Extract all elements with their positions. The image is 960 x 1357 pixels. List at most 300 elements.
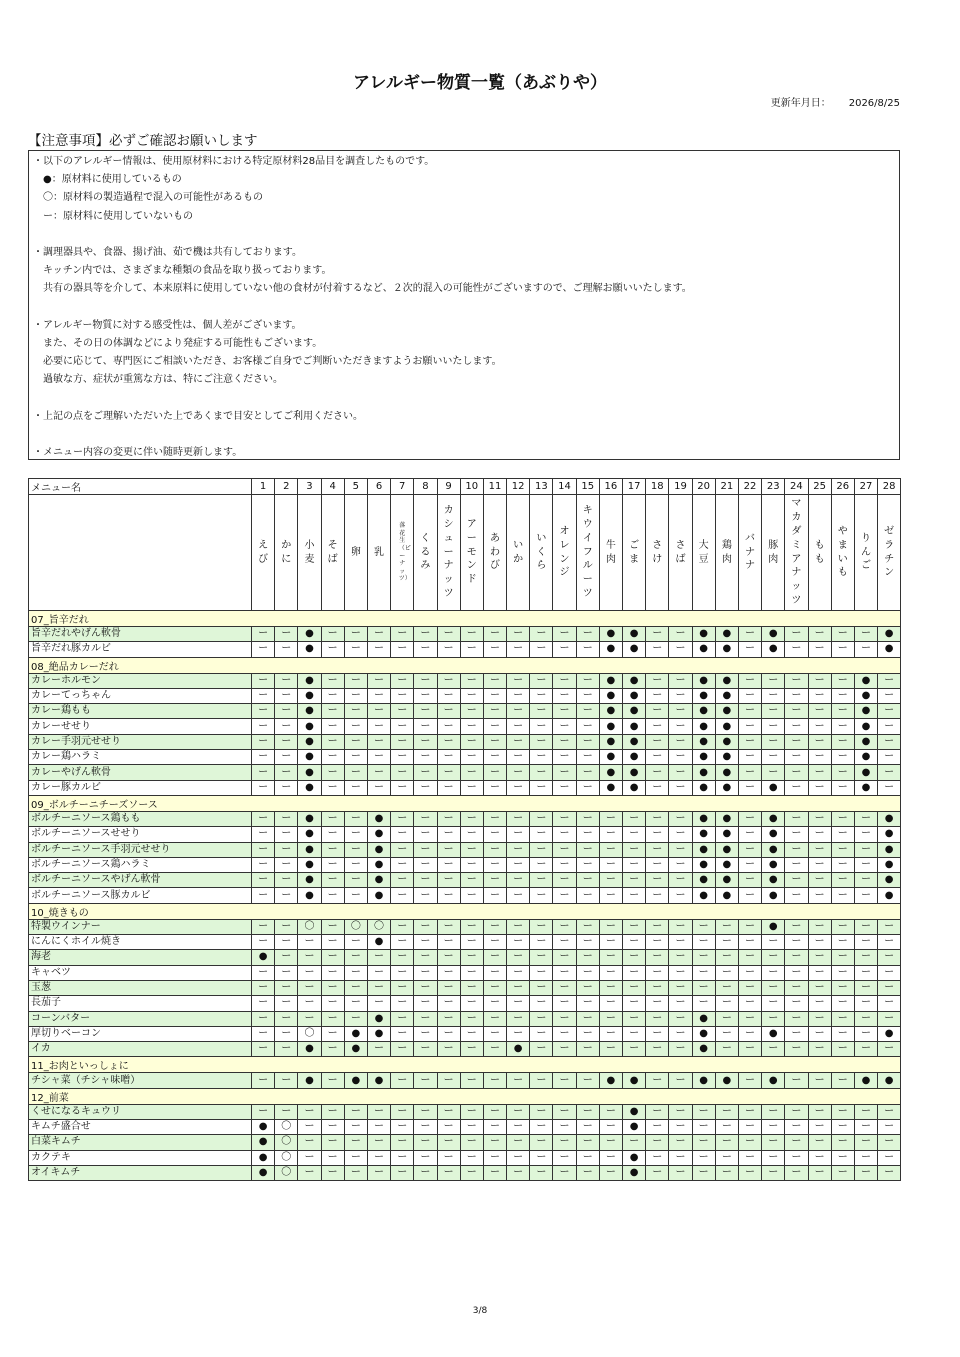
mark-none: ー (878, 765, 901, 780)
mark-none: ー (623, 873, 646, 888)
mark-used: ● (762, 919, 785, 934)
mark-none: ー (321, 980, 344, 995)
table-row (29, 750, 901, 765)
mark-none: ー (298, 980, 321, 995)
mark-none: ー (530, 1165, 553, 1180)
table-row (29, 996, 901, 1011)
mark-none: ー (252, 734, 275, 749)
allergen-name-text: やまいも (837, 525, 848, 579)
mark-none: ー (321, 1135, 344, 1150)
allergen-number: 8 (414, 479, 437, 495)
mark-none: ー (391, 1073, 414, 1088)
mark-used: ● (367, 1073, 390, 1088)
mark-none: ー (298, 1104, 321, 1119)
mark-none: ー (507, 734, 530, 749)
update-date-value: 2026/8/25 (848, 98, 900, 109)
mark-none: ー (576, 827, 599, 842)
table-row (29, 1073, 901, 1088)
mark-used: ● (715, 642, 738, 657)
table-row (29, 719, 901, 734)
mark-none: ー (576, 919, 599, 934)
mark-none: ー (321, 873, 344, 888)
mark-used: ● (692, 750, 715, 765)
allergen-name (275, 495, 298, 611)
mark-none: ー (344, 765, 367, 780)
mark-used: ● (298, 888, 321, 903)
mark-none: ー (854, 811, 877, 826)
mark-none: ー (831, 704, 854, 719)
mark-none: ー (483, 1120, 506, 1135)
mark-none: ー (483, 965, 506, 980)
mark-none: ー (367, 1150, 390, 1165)
allergen-name (460, 495, 483, 611)
mark-none: ー (808, 811, 831, 826)
allergen-number: 6 (367, 479, 390, 495)
mark-none: ー (599, 1120, 622, 1135)
mark-none: ー (391, 627, 414, 642)
mark-none: ー (808, 1135, 831, 1150)
mark-none: ー (344, 935, 367, 950)
mark-none: ー (437, 1042, 460, 1057)
mark-none: ー (669, 765, 692, 780)
mark-none: ー (344, 1150, 367, 1165)
mark-none: ー (831, 996, 854, 1011)
mark-none: ー (530, 827, 553, 842)
mark-used: ● (878, 627, 901, 642)
mark-none: ー (808, 719, 831, 734)
mark-none: ー (623, 950, 646, 965)
mark-none: ー (321, 688, 344, 703)
mark-none: ー (669, 965, 692, 980)
mark-used: ● (298, 827, 321, 842)
mark-none: ー (460, 1104, 483, 1119)
mark-none: ー (576, 642, 599, 657)
mark-none: ー (530, 765, 553, 780)
allergen-number: 1 (252, 479, 275, 495)
mark-none: ー (483, 827, 506, 842)
mark-none: ー (460, 719, 483, 734)
mark-none: ー (252, 935, 275, 950)
mark-none: ー (553, 1120, 576, 1135)
mark-none: ー (391, 842, 414, 857)
table-row (29, 827, 901, 842)
mark-none: ー (831, 734, 854, 749)
mark-none: ー (414, 1026, 437, 1041)
mark-none: ー (623, 919, 646, 934)
mark-none: ー (252, 704, 275, 719)
mark-none: ー (275, 642, 298, 657)
mark-none: ー (275, 873, 298, 888)
mark-none: ー (553, 750, 576, 765)
mark-used: ● (878, 873, 901, 888)
mark-none: ー (391, 765, 414, 780)
mark-none: ー (553, 888, 576, 903)
mark-none: ー (507, 642, 530, 657)
mark-used: ● (762, 1026, 785, 1041)
mark-none: ー (553, 950, 576, 965)
mark-none: ー (878, 1104, 901, 1119)
mark-used: ● (623, 1120, 646, 1135)
mark-none: ー (530, 1150, 553, 1165)
mark-used: ● (715, 842, 738, 857)
mark-none: ー (808, 919, 831, 934)
mark-none: ー (321, 1026, 344, 1041)
mark-none: ー (623, 842, 646, 857)
mark-used: ● (692, 673, 715, 688)
mark-none: ー (762, 1165, 785, 1180)
allergen-name (252, 495, 275, 611)
mark-none: ー (367, 673, 390, 688)
mark-none: ー (808, 996, 831, 1011)
mark-none: ー (483, 734, 506, 749)
mark-none: ー (483, 1073, 506, 1088)
menu-name: キャベツ (29, 965, 252, 980)
mark-none: ー (599, 1135, 622, 1150)
mark-none: ー (391, 688, 414, 703)
mark-none: ー (599, 996, 622, 1011)
mark-none: ー (715, 1120, 738, 1135)
mark-none: ー (437, 1011, 460, 1026)
mark-none: ー (530, 965, 553, 980)
mark-none: ー (553, 642, 576, 657)
mark-none: ー (507, 1165, 530, 1180)
mark-none: ー (298, 1150, 321, 1165)
allergen-number: 20 (692, 479, 715, 495)
mark-used: ● (715, 704, 738, 719)
notes-line: 過敏な方、症状が重篤な方は、特にご注意ください。 (33, 374, 283, 386)
mark-none: ー (854, 1042, 877, 1057)
mark-none: ー (831, 1135, 854, 1150)
mark-none: ー (530, 780, 553, 795)
mark-none: ー (252, 1104, 275, 1119)
mark-none: ー (854, 827, 877, 842)
mark-none: ー (785, 1165, 808, 1180)
mark-none: ー (599, 857, 622, 872)
mark-used: ● (298, 842, 321, 857)
mark-none: ー (646, 1042, 669, 1057)
mark-none: ー (530, 734, 553, 749)
mark-none: ー (785, 627, 808, 642)
menu-name: カレー鶏もも (29, 704, 252, 719)
mark-none: ー (785, 965, 808, 980)
mark-none: ー (414, 950, 437, 965)
mark-used: ● (878, 842, 901, 857)
mark-used: ● (298, 811, 321, 826)
mark-none: ー (321, 765, 344, 780)
mark-none: ー (599, 842, 622, 857)
mark-used: ● (599, 734, 622, 749)
menu-name: ボルチーニソース手羽元せせり (29, 842, 252, 857)
mark-none: ー (344, 1104, 367, 1119)
mark-none: ー (507, 888, 530, 903)
notes-line: ●：原材料に使用しているもの (33, 174, 182, 186)
mark-none: ー (646, 827, 669, 842)
mark-none: ー (367, 950, 390, 965)
allergen-number: 19 (669, 479, 692, 495)
mark-none: ー (483, 765, 506, 780)
mark-none: ー (460, 1150, 483, 1165)
mark-none: ー (530, 1026, 553, 1041)
table-row (29, 1165, 901, 1180)
mark-none: ー (507, 811, 530, 826)
mark-none: ー (507, 950, 530, 965)
mark-none: ー (878, 780, 901, 795)
mark-none: ー (692, 1104, 715, 1119)
mark-none: ー (646, 811, 669, 826)
notes-line (33, 299, 895, 317)
mark-none: ー (762, 980, 785, 995)
mark-none: ー (275, 704, 298, 719)
mark-none: ー (692, 919, 715, 934)
mark-none: ー (854, 1026, 877, 1041)
mark-none: ー (298, 1011, 321, 1026)
mark-none: ー (669, 642, 692, 657)
allergen-name (738, 495, 761, 611)
mark-none: ー (785, 688, 808, 703)
mark-used: ● (878, 1026, 901, 1041)
mark-none: ー (344, 688, 367, 703)
mark-none: ー (414, 688, 437, 703)
mark-none: ー (785, 980, 808, 995)
mark-none: ー (507, 780, 530, 795)
mark-used: ● (715, 734, 738, 749)
mark-none: ー (576, 780, 599, 795)
mark-used: ● (854, 704, 877, 719)
mark-none: ー (831, 950, 854, 965)
mark-none: ー (646, 857, 669, 872)
mark-used: ● (623, 627, 646, 642)
mark-used: ● (599, 627, 622, 642)
mark-none: ー (437, 1120, 460, 1135)
menu-name: チシャ菜（チシャ味噌） (29, 1073, 252, 1088)
allergen-name-text: 卵 (350, 546, 361, 558)
mark-none: ー (808, 673, 831, 688)
mark-none: ー (738, 1150, 761, 1165)
mark-used: ● (715, 627, 738, 642)
mark-none: ー (507, 688, 530, 703)
mark-none: ー (275, 980, 298, 995)
mark-none: ー (576, 750, 599, 765)
mark-none: ー (321, 842, 344, 857)
mark-none: ー (599, 1011, 622, 1026)
mark-none: ー (321, 950, 344, 965)
mark-none: ー (854, 919, 877, 934)
menu-name: コーンバター (29, 1011, 252, 1026)
mark-used: ● (623, 750, 646, 765)
allergen-name (623, 495, 646, 611)
menu-name: 特製ウインナー (29, 919, 252, 934)
mark-none: ー (623, 857, 646, 872)
menu-name: ボルチーニソース鶏ハラミ (29, 857, 252, 872)
allergen-name-text: りんご (860, 532, 871, 572)
mark-none: ー (321, 1011, 344, 1026)
mark-none: ー (669, 919, 692, 934)
menu-name: ボルチーニソース鶏もも (29, 811, 252, 826)
allergen-name-text: 大豆 (698, 539, 709, 565)
mark-used: ● (623, 780, 646, 795)
mark-none: ー (576, 1042, 599, 1057)
allergen-name-text: くるみ (420, 532, 431, 572)
mark-used: ● (599, 704, 622, 719)
mark-used: ● (367, 811, 390, 826)
mark-none: ー (878, 1150, 901, 1165)
mark-none: ー (669, 780, 692, 795)
menu-name: カレーやげん軟骨 (29, 765, 252, 780)
menu-name: くせになるキュウリ (29, 1104, 252, 1119)
allergen-name-text: ごま (629, 539, 640, 565)
mark-used: ● (298, 750, 321, 765)
allergen-number: 22 (738, 479, 761, 495)
mark-none: ー (530, 719, 553, 734)
mark-none: ー (553, 842, 576, 857)
mark-none: ー (460, 873, 483, 888)
mark-possible: 〇 (275, 1150, 298, 1165)
mark-none: ー (762, 673, 785, 688)
mark-none: ー (831, 919, 854, 934)
mark-used: ● (599, 780, 622, 795)
mark-none: ー (669, 688, 692, 703)
mark-none: ー (275, 827, 298, 842)
mark-used: ● (715, 780, 738, 795)
mark-none: ー (692, 950, 715, 965)
mark-none: ー (321, 1120, 344, 1135)
mark-none: ー (344, 734, 367, 749)
mark-none: ー (530, 1073, 553, 1088)
mark-none: ー (530, 873, 553, 888)
mark-none: ー (762, 734, 785, 749)
mark-none: ー (623, 996, 646, 1011)
mark-used: ● (623, 688, 646, 703)
mark-used: ● (692, 627, 715, 642)
mark-none: ー (831, 780, 854, 795)
allergen-name-text: 牛肉 (605, 539, 616, 565)
mark-none: ー (391, 965, 414, 980)
mark-none: ー (738, 888, 761, 903)
mark-used: ● (344, 1026, 367, 1041)
mark-none: ー (785, 873, 808, 888)
mark-none: ー (275, 919, 298, 934)
menu-name: 海老 (29, 950, 252, 965)
mark-none: ー (437, 750, 460, 765)
mark-none: ー (669, 873, 692, 888)
mark-none: ー (252, 719, 275, 734)
mark-none: ー (321, 827, 344, 842)
notes-line: ・アレルギー物質に対する感受性は、個人差がございます。 (33, 319, 302, 331)
mark-none: ー (878, 1165, 901, 1180)
mark-none: ー (854, 627, 877, 642)
table-row (29, 1135, 901, 1150)
mark-used: ● (715, 811, 738, 826)
mark-possible: 〇 (275, 1165, 298, 1180)
notes-box (28, 150, 900, 460)
mark-none: ー (831, 935, 854, 950)
mark-used: ● (715, 719, 738, 734)
category-row: 08_絶品カレーだれ (29, 657, 901, 673)
mark-none: ー (646, 1165, 669, 1180)
menu-name: カレー鶏ハラミ (29, 750, 252, 765)
mark-none: ー (344, 965, 367, 980)
mark-none: ー (414, 965, 437, 980)
mark-none: ー (367, 1120, 390, 1135)
mark-none: ー (437, 873, 460, 888)
mark-none: ー (669, 842, 692, 857)
mark-none: ー (878, 750, 901, 765)
mark-none: ー (854, 935, 877, 950)
table-row (29, 1011, 901, 1026)
mark-none: ー (553, 704, 576, 719)
mark-none: ー (298, 996, 321, 1011)
allergen-name-text: キウイフルーツ (582, 505, 593, 599)
table-row (29, 888, 901, 903)
menu-name: カレーてっちゃん (29, 688, 252, 703)
mark-none: ー (298, 935, 321, 950)
mark-none: ー (738, 627, 761, 642)
mark-used: ● (854, 750, 877, 765)
mark-none: ー (414, 1104, 437, 1119)
table-row (29, 642, 901, 657)
allergen-name (344, 495, 367, 611)
mark-none: ー (437, 1073, 460, 1088)
mark-used: ● (367, 888, 390, 903)
mark-none: ー (715, 950, 738, 965)
mark-none: ー (831, 1120, 854, 1135)
mark-none: ー (437, 919, 460, 934)
mark-none: ー (298, 950, 321, 965)
mark-none: ー (808, 642, 831, 657)
menu-column-header: メニュー名 (29, 479, 252, 495)
mark-none: ー (738, 950, 761, 965)
mark-used: ● (762, 827, 785, 842)
mark-none: ー (483, 950, 506, 965)
mark-none: ー (483, 750, 506, 765)
mark-none: ー (715, 1104, 738, 1119)
mark-none: ー (808, 627, 831, 642)
mark-none: ー (738, 1073, 761, 1088)
mark-none: ー (576, 704, 599, 719)
mark-used: ● (623, 1073, 646, 1088)
mark-used: ● (715, 873, 738, 888)
mark-none: ー (507, 842, 530, 857)
mark-none: ー (344, 1165, 367, 1180)
mark-none: ー (391, 1042, 414, 1057)
mark-none: ー (785, 750, 808, 765)
mark-none: ー (507, 627, 530, 642)
mark-none: ー (530, 1042, 553, 1057)
mark-none: ー (646, 873, 669, 888)
mark-none: ー (808, 1011, 831, 1026)
mark-none: ー (507, 919, 530, 934)
mark-none: ー (530, 857, 553, 872)
allergen-number: 26 (831, 479, 854, 495)
allergen-number: 21 (715, 479, 738, 495)
mark-none: ー (878, 719, 901, 734)
mark-none: ー (414, 857, 437, 872)
notes-line (33, 426, 895, 444)
mark-used: ● (762, 873, 785, 888)
mark-none: ー (252, 627, 275, 642)
mark-none: ー (669, 1120, 692, 1135)
mark-possible: 〇 (298, 919, 321, 934)
mark-none: ー (623, 827, 646, 842)
mark-used: ● (715, 673, 738, 688)
mark-none: ー (669, 704, 692, 719)
mark-none: ー (437, 765, 460, 780)
mark-used: ● (715, 750, 738, 765)
mark-none: ー (831, 719, 854, 734)
mark-none: ー (785, 857, 808, 872)
mark-none: ー (785, 673, 808, 688)
mark-used: ● (692, 1073, 715, 1088)
